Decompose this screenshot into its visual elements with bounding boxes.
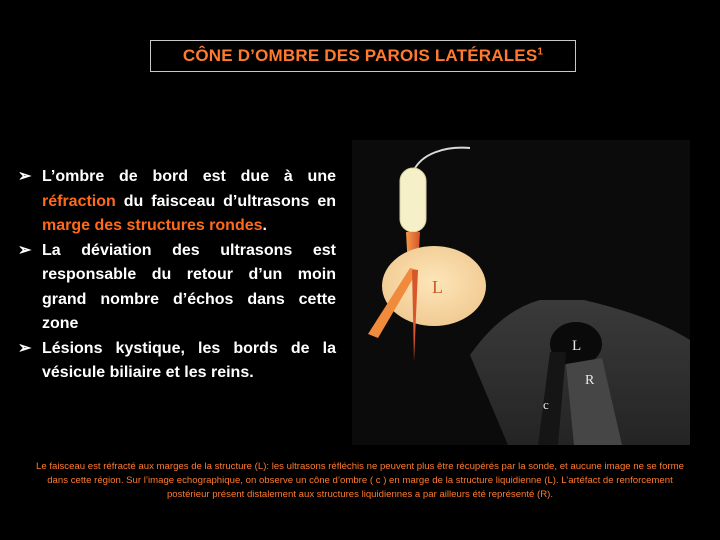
bullet-text-segment: La déviation des ultrasons est responsable du retour d’un moin grand nombre d’échos dans cette zone (42, 241, 336, 332)
highlighted-term: réfraction (42, 192, 116, 210)
probe-icon (400, 168, 426, 232)
figure-caption: Le faisceau est réfracté aux marges de la structure (L): les ultrasons réfléchis ne peuvent plus être récupérés par la sonde, et aucune image ne se forme dans cette région. Sur l’image echographique, on observe un cône d’ombre ( c ) en marge de la structure liquidienne (L). L’artéfact de renforcement postérieur présent distalement aux structures liquidiennes a par ailleurs été représenté (R). (36, 461, 684, 500)
slide-title: CÔNE D’OMBRE DES PAROIS LATÉRALES$^1$ (182, 46, 544, 65)
label-c: c (543, 397, 549, 412)
bullet-text-segment: Lésions kystique, les bords de la vésicule biliaire et les reins. (42, 339, 336, 381)
probe-cable (414, 148, 470, 170)
title-box (150, 40, 576, 72)
bullet-item (18, 239, 336, 337)
illustration-svg (352, 140, 690, 445)
arrow-bullet-icon: ➢ (18, 241, 32, 259)
bullet-item (18, 165, 336, 239)
bullet-text-segment: L’ombre de bord est due à une (42, 168, 336, 185)
label-L-top: L (432, 277, 443, 297)
highlighted-term: marge des structures rondes (42, 217, 263, 234)
arrow-bullet-icon: ➢ (18, 168, 32, 185)
label-R: R (585, 373, 595, 388)
arrow-bullet-icon: ➢ (18, 339, 32, 357)
ultrasound-illustration (352, 140, 690, 445)
bullet-text (42, 242, 336, 333)
bullet-item (18, 337, 336, 386)
bullet-text-segment: du faisceau d’ultrasons en (115, 192, 336, 210)
bullet-text (42, 340, 336, 382)
title-footnote-marker: 1 (537, 46, 544, 58)
bullet-list (18, 165, 336, 386)
bullet-text (42, 168, 336, 234)
bullet-text-segment: . (262, 217, 267, 234)
label-L-scan: L (572, 338, 582, 354)
